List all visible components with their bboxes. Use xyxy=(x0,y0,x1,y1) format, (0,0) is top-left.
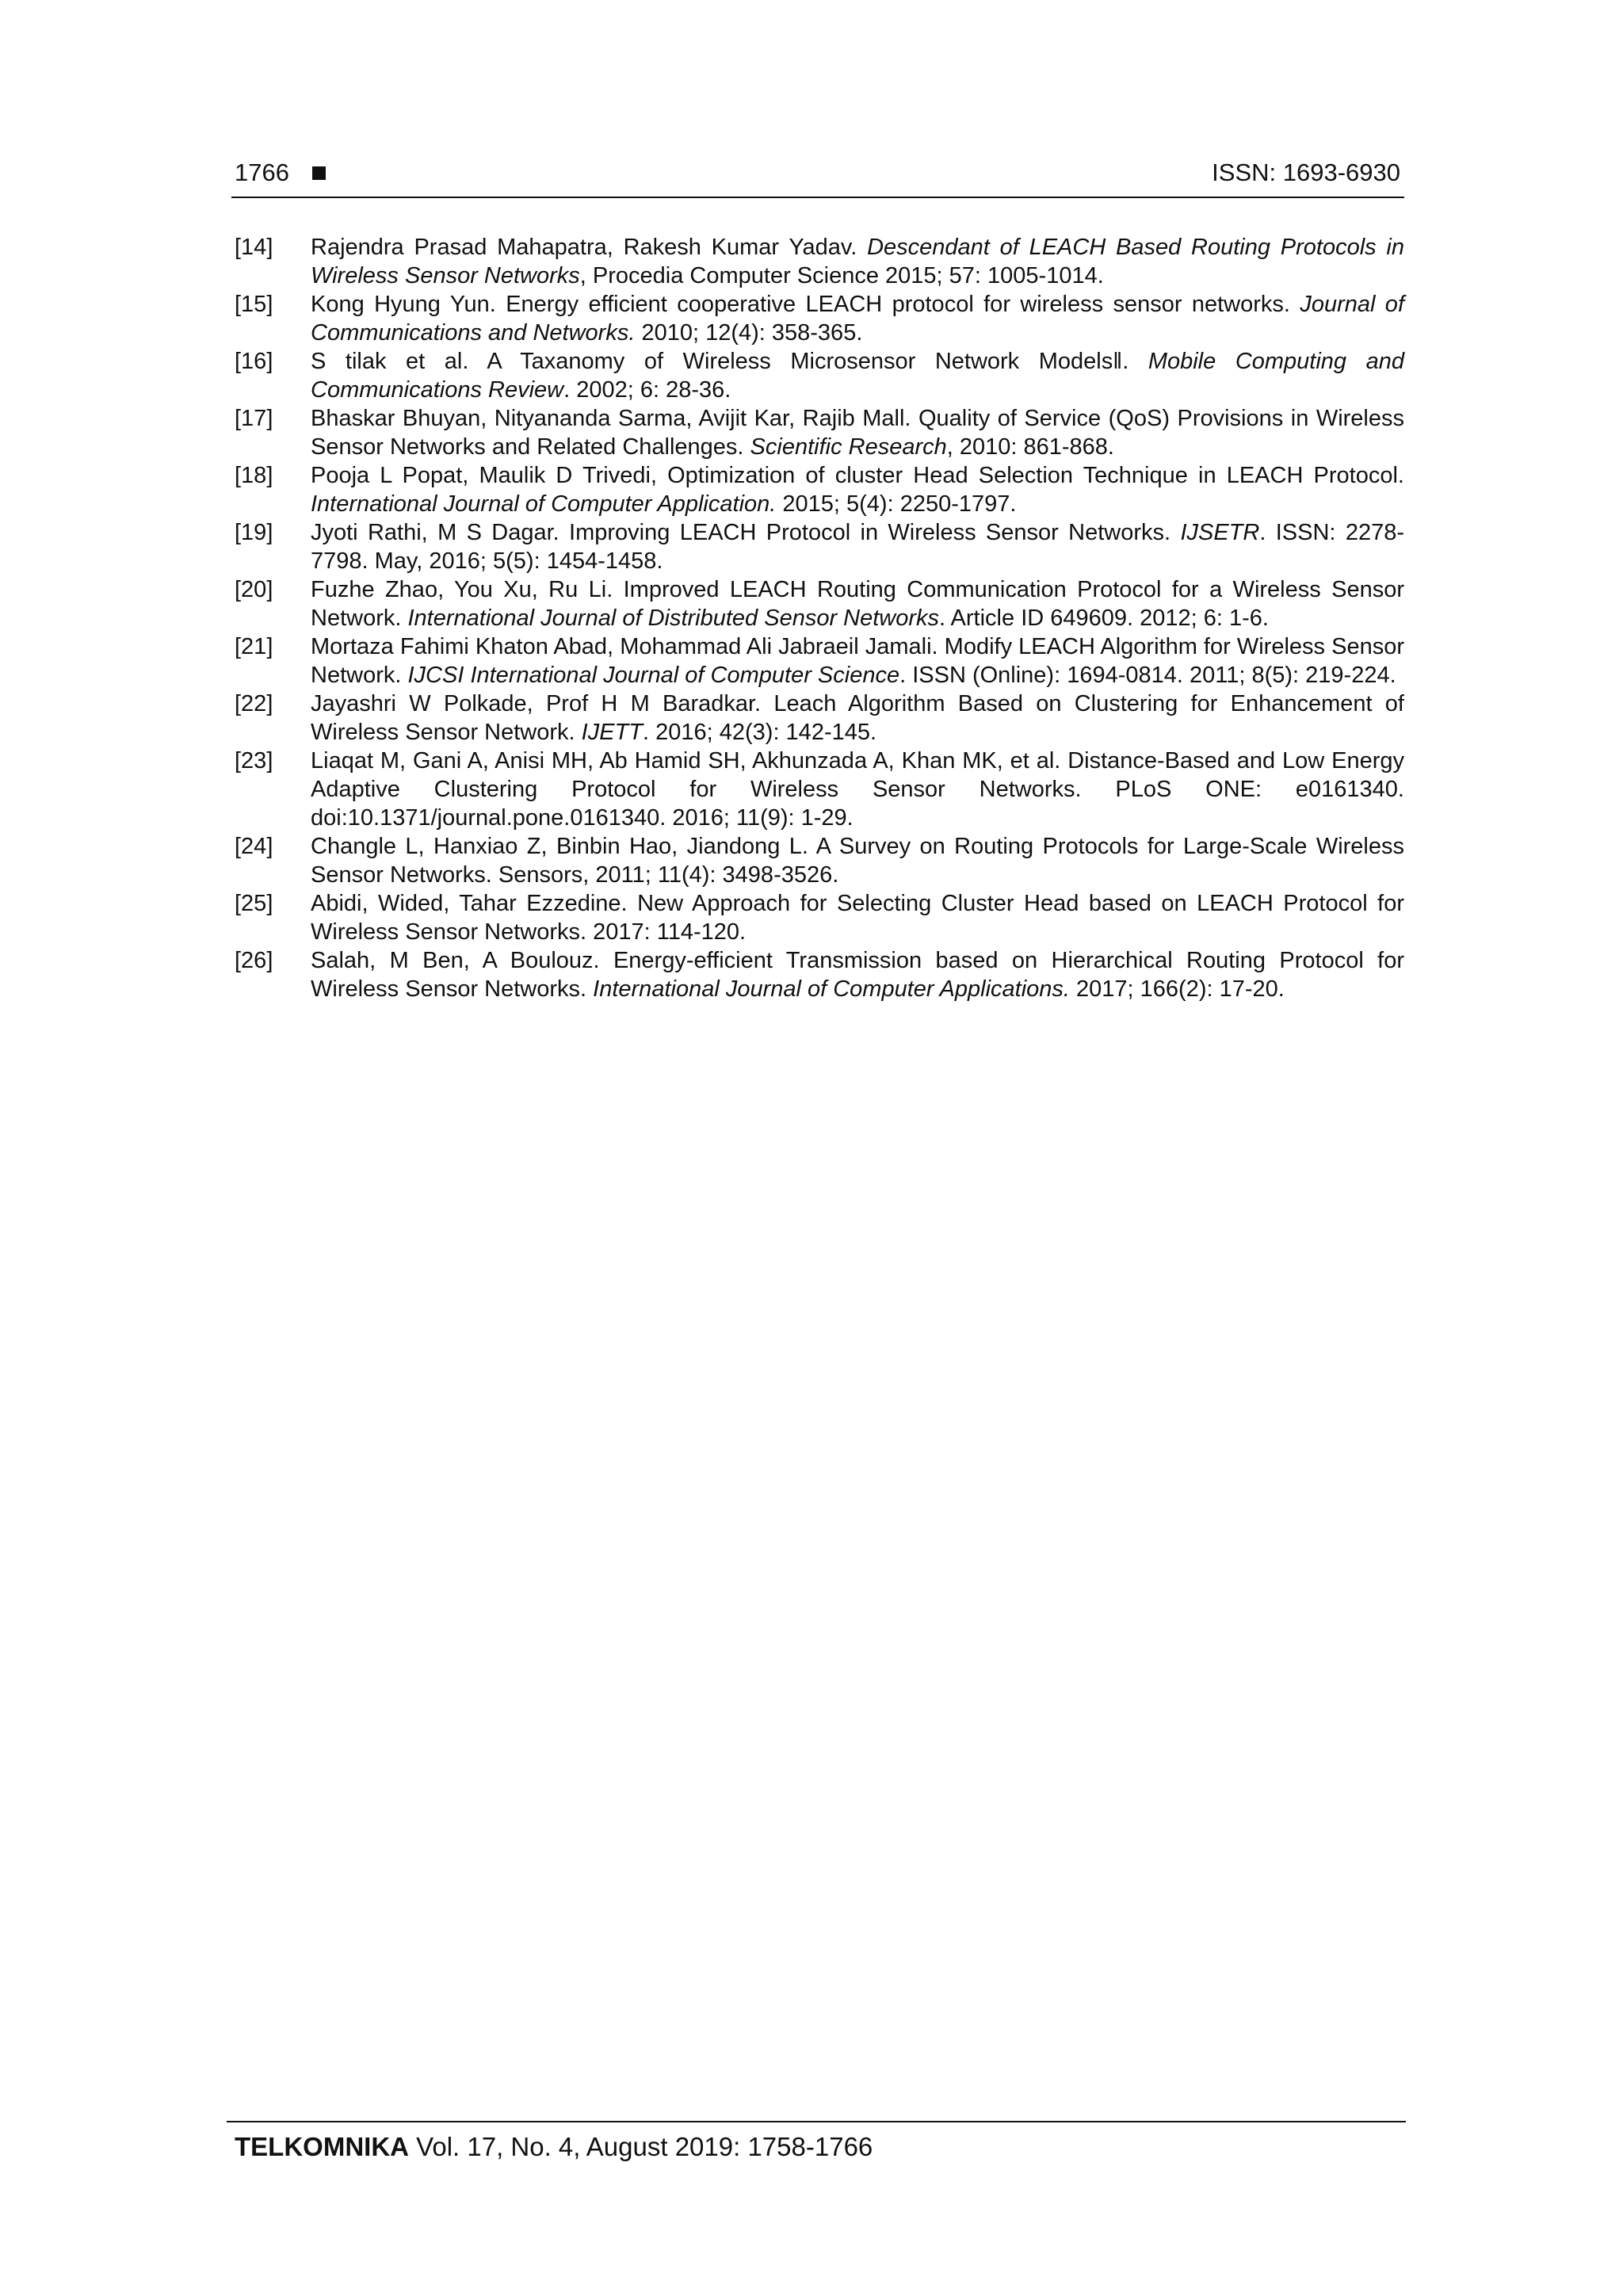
reference-text-part: Rajendra Prasad Mahapatra, Rakesh Kumar Yadav. xyxy=(311,235,868,260)
reference-item xyxy=(231,347,1404,404)
reference-item xyxy=(231,690,1404,747)
reference-text-part: Jayashri W Polkade, Prof H M Baradkar. Leach Algorithm Based on Clustering for Enhancement of Wireless Sensor Network. xyxy=(311,691,1404,745)
reference-number: [20] xyxy=(235,577,273,602)
reference-text-part: Fuzhe Zhao, You Xu, Ru Li. Improved LEACH Routing Communication Protocol for a Wireless Sensor Network. xyxy=(311,577,1404,631)
reference-italic-text: IJCSI International Journal of Computer Science xyxy=(407,663,900,688)
reference-text-part: , 2010: 861-868. xyxy=(946,434,1114,460)
reference-item xyxy=(231,518,1404,575)
page-number: 1766 xyxy=(235,159,289,186)
reference-item xyxy=(231,946,1404,1003)
reference-text xyxy=(311,690,1404,747)
reference-text-part: . ISSN: 2278-7798. May, 2016; 5(5): 1454-1458. xyxy=(311,520,1405,574)
reference-text-part: 2010; 12(4): 358-365. xyxy=(635,320,863,346)
reference-italic-text: International Journal of Computer Application. xyxy=(311,491,777,517)
reference-number: [19] xyxy=(235,520,273,545)
reference-text xyxy=(311,632,1404,690)
reference-text-part: Kong Hyung Yun. Energy efficient cooperative LEACH protocol for wireless sensor networks. xyxy=(311,292,1300,317)
reference-number: [25] xyxy=(235,891,273,916)
reference-text xyxy=(311,946,1404,1003)
journal-citation: Vol. 17, No. 4, August 2019: 1758-1766 xyxy=(416,2132,873,2161)
reference-italic-text: Scientific Research xyxy=(750,434,947,460)
reference-number: [26] xyxy=(235,948,273,973)
reference-number: [15] xyxy=(235,292,273,317)
reference-italic-text: Descendant of LEACH Based Routing Protocols in Wireless Sensor Networks xyxy=(311,235,1405,288)
reference-text-part: . 2016; 42(3): 142-145. xyxy=(643,720,877,745)
reference-item xyxy=(231,461,1404,518)
reference-text xyxy=(311,290,1404,347)
reference-item xyxy=(231,832,1404,889)
reference-text-part: Pooja L Popat, Maulik D Trivedi, Optimization of cluster Head Selection Technique in LEACH Protocol. xyxy=(311,463,1404,488)
issn: ISSN: 1693-6930 xyxy=(1212,159,1400,186)
reference-number: [14] xyxy=(235,235,273,260)
reference-text xyxy=(311,832,1404,889)
reference-text xyxy=(311,518,1404,575)
reference-item xyxy=(231,632,1404,690)
reference-italic-text: International Journal of Distributed Sensor Networks xyxy=(407,606,940,631)
reference-italic-text: IJSETR xyxy=(1180,520,1260,545)
reference-text xyxy=(311,233,1404,290)
reference-text-part: S tilak et al. A Taxanomy of Wireless Microsensor Network Models‖. xyxy=(311,349,1148,374)
reference-number: [16] xyxy=(235,349,273,374)
footer-rule xyxy=(227,2121,1406,2122)
reference-text-part: Salah, M Ben, A Boulouz. Energy-efficient Transmission based on Hierarchical Routing Protocol for Wireless Sensor Networks. xyxy=(311,948,1404,1002)
reference-text xyxy=(311,747,1404,832)
reference-text xyxy=(311,575,1404,632)
reference-number: [22] xyxy=(235,691,273,716)
reference-number: [23] xyxy=(235,748,273,774)
reference-number: [17] xyxy=(235,406,273,431)
reference-italic-text: International Journal of Computer Applications. xyxy=(593,976,1070,1002)
reference-item xyxy=(231,747,1404,832)
reference-text-part: . Article ID 649609. 2012; 6: 1-6. xyxy=(939,606,1269,631)
page-footer xyxy=(235,2130,873,2164)
reference-italic-text: Mobile Computing and Communications Review xyxy=(311,349,1405,403)
reference-text-part: Liaqat M, Gani A, Anisi MH, Ab Hamid SH, Akhunzada A, Khan MK, et al. Distance-Based and Low Energy Adaptive Clustering Protocol for Wireless Sensor Networks. PLoS ONE: e0161340. doi:10.1371/journal.pone.0161340. 2016; 11(9): 1-29. xyxy=(311,748,1404,831)
reference-text-part: . ISSN (Online): 1694-0814. 2011; 8(5): 219-224. xyxy=(899,663,1396,688)
reference-text-part: Abidi, Wided, Tahar Ezzedine. New Approach for Selecting Cluster Head based on LEACH Protocol for Wireless Sensor Networks. 2017: 114-120. xyxy=(311,891,1404,945)
reference-text xyxy=(311,404,1404,461)
reference-item xyxy=(231,889,1404,946)
reference-text xyxy=(311,347,1404,404)
reference-item xyxy=(231,233,1404,290)
reference-text-part: Mortaza Fahimi Khaton Abad, Mohammad Ali Jabraeil Jamali. Modify LEACH Algorithm for Wireless Sensor Network. xyxy=(311,634,1404,688)
reference-italic-text: Journal of Communications and Networks. xyxy=(311,292,1404,346)
reference-number: [24] xyxy=(235,834,273,859)
reference-item xyxy=(231,290,1404,347)
reference-text-part: Changle L, Hanxiao Z, Binbin Hao, Jiandong L. A Survey on Routing Protocols for Large-Scale Wireless Sensor Networks. Sensors, 2011; 11(4): 3498-3526. xyxy=(311,834,1404,888)
reference-text xyxy=(311,461,1404,518)
reference-italic-text: IJETT xyxy=(581,720,643,745)
journal-name: TELKOMNIKA xyxy=(235,2132,409,2161)
reference-text-part: 2015; 5(4): 2250-1797. xyxy=(776,491,1017,517)
reference-text-part: . 2002; 6: 28-36. xyxy=(563,377,731,403)
reference-list xyxy=(231,233,1404,1003)
reference-text-part: Jyoti Rathi, M S Dagar. Improving LEACH Protocol in Wireless Sensor Networks. xyxy=(311,520,1181,545)
reference-text-part: , Procedia Computer Science 2015; 57: 1005-1014. xyxy=(579,263,1104,288)
reference-item xyxy=(231,404,1404,461)
reference-number: [18] xyxy=(235,463,273,488)
black-square-icon xyxy=(312,166,326,180)
reference-text-part: 2017; 166(2): 17-20. xyxy=(1069,976,1285,1002)
page-header xyxy=(231,147,1404,198)
reference-number: [21] xyxy=(235,634,273,659)
reference-text-part: Bhaskar Bhuyan, Nityananda Sarma, Avijit Kar, Rajib Mall. Quality of Service (QoS) Provisions in Wireless Sensor Networks and Related Challenges. xyxy=(311,406,1404,460)
reference-item xyxy=(231,575,1404,632)
reference-text xyxy=(311,889,1404,946)
